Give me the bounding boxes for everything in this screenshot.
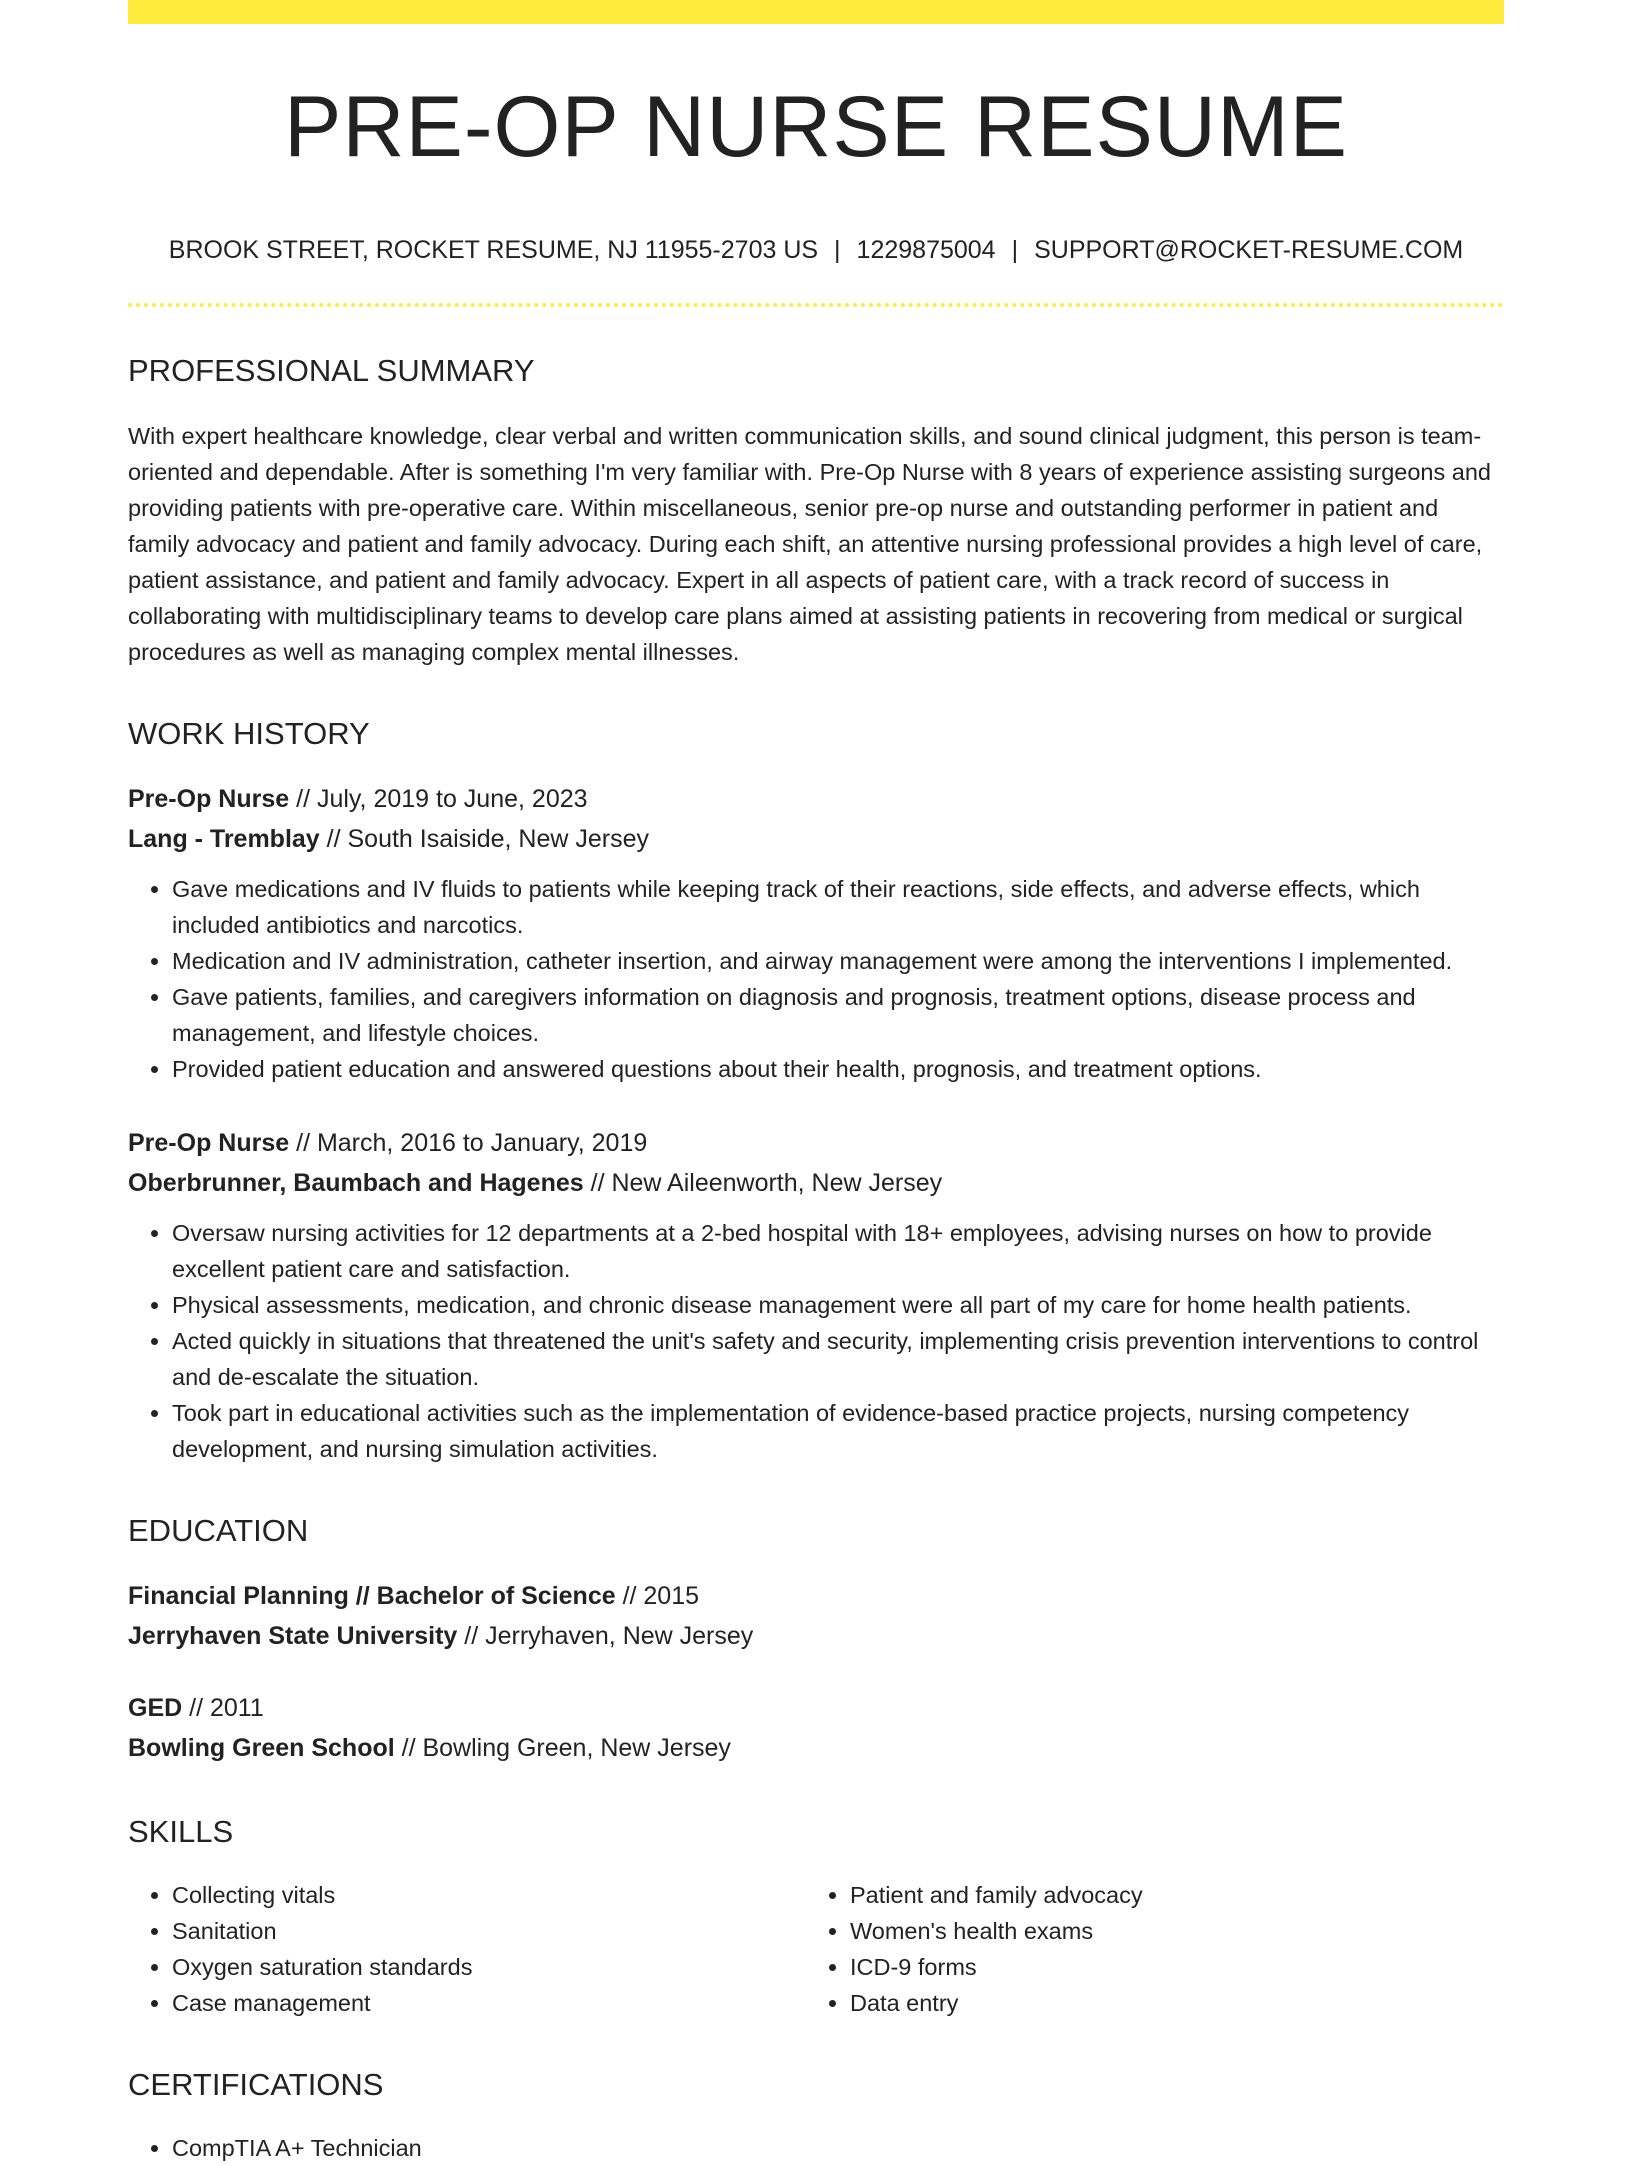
job-dates: // March, 2016 to January, 2019 xyxy=(289,1129,648,1157)
job-employer: Oberbrunner, Baumbach and Hagenes xyxy=(128,1169,584,1197)
education-school-line xyxy=(128,1616,1504,1656)
education-school-line xyxy=(128,1728,1504,1768)
education-degree: GED xyxy=(128,1694,183,1722)
skills-list xyxy=(128,1877,806,2021)
education-school: Bowling Green School xyxy=(128,1734,395,1762)
skills-column-left xyxy=(128,1877,806,2021)
resume-title: PRE-OP NURSE RESUME xyxy=(284,79,1348,175)
job-employer-line xyxy=(128,1163,1504,1203)
contact-phone: 1229875004 xyxy=(856,236,996,264)
list-item: • CompTIA A+ Technician xyxy=(172,2130,1504,2166)
education-year: // 2011 xyxy=(182,1694,264,1722)
education-section xyxy=(128,1515,1504,1768)
education-entry xyxy=(128,1576,1504,1656)
list-item: • Medication and IV administration, catheter insertion, and airway management were among the interventions I implemented. xyxy=(172,943,1504,979)
list-item: • Sanitation xyxy=(172,1913,806,1949)
job-entry xyxy=(128,779,1504,1087)
education-degree: Financial Planning // Bachelor of Science xyxy=(128,1582,616,1610)
education-heading: EDUCATION xyxy=(128,1513,309,1548)
list-item: • Collecting vitals xyxy=(172,1877,806,1913)
education-school: Jerryhaven State University xyxy=(128,1622,458,1650)
skills-list xyxy=(806,1877,1484,2021)
list-item: • Gave patients, families, and caregivers information on diagnosis and prognosis, treatment options, disease process and management, and lifestyle choices. xyxy=(172,979,1504,1051)
skills-grid xyxy=(128,1877,1504,2021)
job-title: Pre-Op Nurse xyxy=(128,1129,290,1157)
education-location: // Bowling Green, New Jersey xyxy=(394,1734,731,1762)
certifications-heading: CERTIFICATIONS xyxy=(128,2067,384,2102)
skills-section xyxy=(128,1816,1504,2021)
list-item: • Oxygen saturation standards xyxy=(172,1949,806,1985)
list-item: • Acted quickly in situations that threatened the unit's safety and security, implementing crisis prevention interventions to control and de-escalate the situation. xyxy=(172,1323,1504,1395)
list-item: • ICD-9 forms xyxy=(850,1949,1484,1985)
job-title-line xyxy=(128,779,1504,819)
top-accent-bar xyxy=(128,0,1504,24)
certifications-list xyxy=(128,2130,1504,2166)
list-item: • Gave medications and IV fluids to patients while keeping track of their reactions, side effects, and adverse effects, which included antibiotics and narcotics. xyxy=(172,871,1504,943)
education-entry xyxy=(128,1688,1504,1768)
dotted-divider xyxy=(128,303,1504,307)
education-location: // Jerryhaven, New Jersey xyxy=(457,1622,754,1650)
job-location: // South Isaiside, New Jersey xyxy=(319,825,650,853)
summary-heading: PROFESSIONAL SUMMARY xyxy=(128,353,535,388)
list-item: • Physical assessments, medication, and chronic disease management were all part of my care for home health patients. xyxy=(172,1287,1504,1323)
work-history-section xyxy=(128,718,1504,1467)
list-item: • Women's health exams xyxy=(850,1913,1484,1949)
job-employer-line xyxy=(128,819,1504,859)
job-location: // New Aileenworth, New Jersey xyxy=(583,1169,943,1197)
resume-page xyxy=(128,0,1504,2166)
contact-email: SUPPORT@ROCKET-RESUME.COM xyxy=(1034,236,1464,264)
contact-separator: | xyxy=(1011,236,1019,264)
job-dates: // July, 2019 to June, 2023 xyxy=(289,785,588,813)
list-item: • Oversaw nursing activities for 12 departments at a 2-bed hospital with 18+ employees, advising nurses on how to provide excellent patient care and satisfaction. xyxy=(172,1215,1504,1287)
job-bullets xyxy=(128,1215,1504,1467)
list-item: • Data entry xyxy=(850,1985,1484,2021)
job-entry xyxy=(128,1123,1504,1467)
contact-line xyxy=(128,238,1504,263)
list-item: • Provided patient education and answered questions about their health, prognosis, and treatment options. xyxy=(172,1051,1504,1087)
education-degree-line xyxy=(128,1576,1504,1616)
job-title: Pre-Op Nurse xyxy=(128,785,290,813)
summary-section xyxy=(128,355,1504,670)
education-year: // 2015 xyxy=(615,1582,700,1610)
certifications-section xyxy=(128,2069,1504,2166)
job-bullets xyxy=(128,871,1504,1087)
summary-text: With expert healthcare knowledge, clear verbal and written communication skills, and sound clinical judgment, this person is team-oriented and dependable. After is something I'm very familiar with. Pre-Op Nurse with 8 years of experience assisting surgeons and providing patients with pre-operative care. Within miscellaneous, senior pre-op nurse and outstanding performer in patient and family advocacy and patient and family advocacy. During each shift, an attentive nursing professional provides a high level of care, patient assistance, and patient and family advocacy. Expert in all aspects of patient care, with a track record of success in collaborating with multidisciplinary teams to develop care plans aimed at assisting patients in recovering from medical or surgical procedures as well as managing complex mental illnesses. xyxy=(128,423,1491,665)
skills-column-right xyxy=(806,1877,1484,2021)
education-degree-line xyxy=(128,1688,1504,1728)
skills-heading: SKILLS xyxy=(128,1814,234,1849)
job-employer: Lang - Tremblay xyxy=(128,825,320,853)
list-item: • Patient and family advocacy xyxy=(850,1877,1484,1913)
work-history-heading: WORK HISTORY xyxy=(128,716,370,751)
job-title-line xyxy=(128,1123,1504,1163)
contact-address: BROOK STREET, ROCKET RESUME, NJ 11955-2703 US xyxy=(168,236,819,264)
list-item: • Took part in educational activities such as the implementation of evidence-based practice projects, nursing competency development, and nursing simulation activities. xyxy=(172,1395,1504,1467)
list-item: • Case management xyxy=(172,1985,806,2021)
contact-separator: | xyxy=(834,236,841,264)
